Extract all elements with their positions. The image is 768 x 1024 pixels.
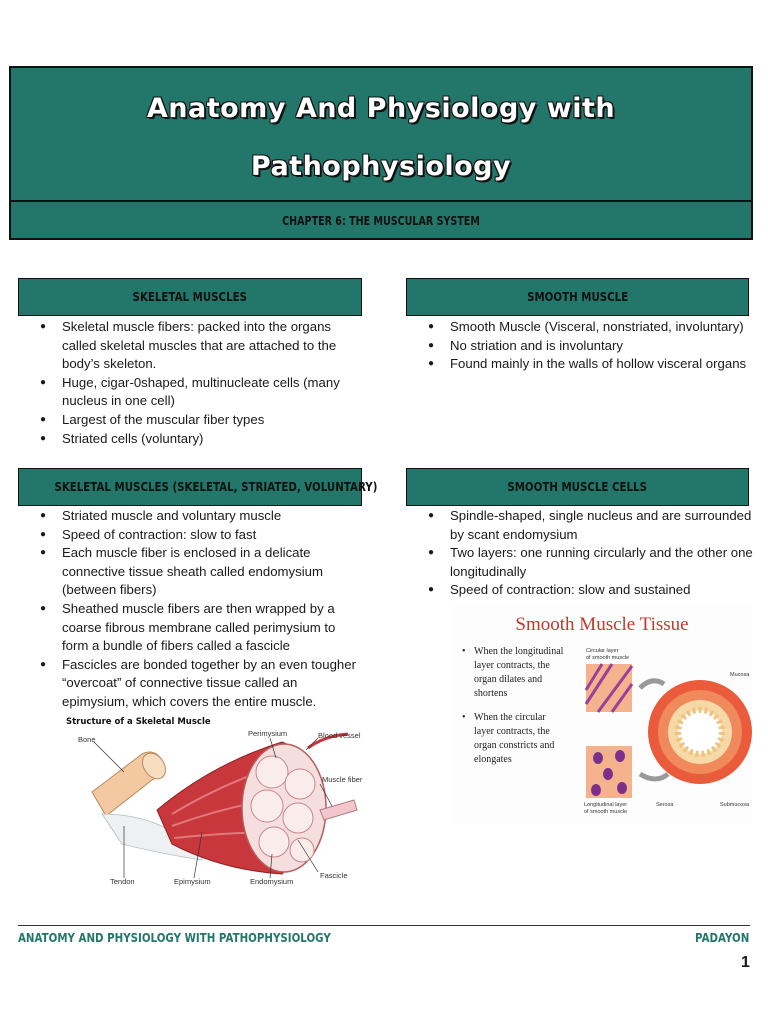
label-epimysium: Epimysium [174, 877, 211, 886]
label-perimysium: Perimysium [248, 729, 288, 738]
footer-divider [18, 925, 750, 926]
list-item: ● No striation and is involuntary [416, 337, 750, 356]
list-item: ● Striated cells (voluntary) [28, 430, 362, 449]
svg-text:of smooth muscle: of smooth muscle [586, 655, 630, 661]
smooth-muscle-tissue-figure [452, 604, 752, 824]
list-item: ● Spindle-shaped, single nucleus and are surrounded by scant endomysium [416, 507, 754, 544]
list-item: ● Striated muscle and voluntary muscle [28, 507, 364, 526]
list-item: ● Found mainly in the walls of hollow visceral organs [416, 355, 750, 374]
smooth-cells-list [416, 507, 754, 600]
section-heading-skeletal: SKELETAL MUSCLES [18, 278, 362, 316]
list-item: ● Smooth Muscle (Visceral, nonstriated, involuntary) [416, 318, 750, 337]
organ-cross-section [648, 680, 752, 784]
list-item: ● Skeletal muscle fibers: packed into the organs called skeletal muscles that are attached to the body’s skeleton. [28, 318, 362, 374]
svg-text:Longitudinal layer: Longitudinal layer [584, 802, 628, 808]
svg-text:elongates: elongates [474, 754, 512, 765]
label-endomysium: Endomysium [250, 877, 294, 886]
svg-text:Mucosa: Mucosa [730, 672, 750, 678]
skeletal-muscle-structure-figure [62, 714, 372, 892]
svg-text:organ constricts and: organ constricts and [474, 740, 555, 751]
list-item: ● Largest of the muscular fiber types [28, 411, 362, 430]
label-fascicle: Fascicle [320, 871, 348, 880]
svg-text:Serosa: Serosa [656, 802, 674, 808]
svg-text:When the circular: When the circular [474, 712, 546, 723]
list-item: ● Each muscle fiber is enclosed in a delicate connective tissue sheath called endomysium (between fibers) [28, 544, 364, 600]
label-blood-vessel: Blood vessel [318, 731, 361, 740]
svg-text:•: • [462, 646, 466, 657]
list-item: ● Speed of contraction: slow and sustained [416, 581, 754, 600]
section-heading-smooth-cells: SMOOTH MUSCLE CELLS [406, 468, 749, 506]
svg-text:of smooth muscle: of smooth muscle [584, 809, 628, 815]
bone-illustration [92, 749, 170, 816]
figure-title: Smooth Muscle Tissue [515, 614, 689, 635]
figure-title: Structure of a Skeletal Muscle [66, 717, 211, 727]
title-line-1: Anatomy And Physiology with [146, 93, 616, 124]
svg-text:organ dilates and: organ dilates and [474, 674, 543, 685]
page-number: 1 [741, 954, 750, 971]
section-heading-skeletal-striated: SKELETAL MUSCLES (SKELETAL, STRIATED, VOLUNTARY) [18, 468, 362, 506]
document-header [9, 66, 753, 240]
list-item: ● Two layers: one running circularly and the other one longitudinally [416, 544, 754, 581]
chapter-bar [11, 200, 751, 240]
title-line-2: Pathophysiology [250, 151, 512, 182]
label-tendon: Tendon [110, 877, 135, 886]
smooth-muscle-list [416, 318, 750, 374]
footer-course-title: ANATOMY AND PHYSIOLOGY WITH PATHOPHYSIOLOGY [18, 930, 331, 945]
label-bone: Bone [78, 735, 96, 744]
svg-text:•: • [462, 712, 466, 723]
arrow-icon [640, 681, 664, 688]
arrow-icon [640, 774, 668, 779]
svg-text:layer contracts, the: layer contracts, the [474, 726, 550, 737]
label-muscle-fiber: Muscle fiber [322, 775, 363, 784]
svg-text:shortens: shortens [474, 688, 508, 699]
document-title [11, 80, 751, 196]
list-item: ● Huge, cigar-0shaped, multinucleate cells (many nucleus in one cell) [28, 374, 362, 411]
list-item: ● Fascicles are bonded together by an even tougher “overcoat” of connective tissue called an epimysium, which covers the entire muscle. [28, 656, 364, 712]
footer-tagline: PADAYON [695, 930, 750, 945]
circular-layer-tile [586, 664, 632, 712]
list-item: ● Speed of contraction: slow to fast [28, 526, 364, 545]
svg-text:Circular layer: Circular layer [586, 648, 619, 654]
skeletal-muscles-list [28, 318, 362, 448]
svg-text:layer contracts, the: layer contracts, the [474, 660, 550, 671]
list-item: ● Sheathed muscle fibers are then wrapped by a coarse fibrous membrane called perimysium to form a bundle of fibers called a fascicle [28, 600, 364, 656]
fascicle-cross-section [242, 744, 326, 872]
chapter-title: CHAPTER 6: THE MUSCULAR SYSTEM [282, 213, 480, 228]
skeletal-striated-list [28, 507, 364, 712]
svg-text:When the longitudinal: When the longitudinal [474, 646, 564, 657]
section-heading-smooth: SMOOTH MUSCLE [406, 278, 749, 316]
svg-text:Submucosa: Submucosa [720, 802, 750, 808]
longitudinal-layer-tile [586, 746, 632, 798]
